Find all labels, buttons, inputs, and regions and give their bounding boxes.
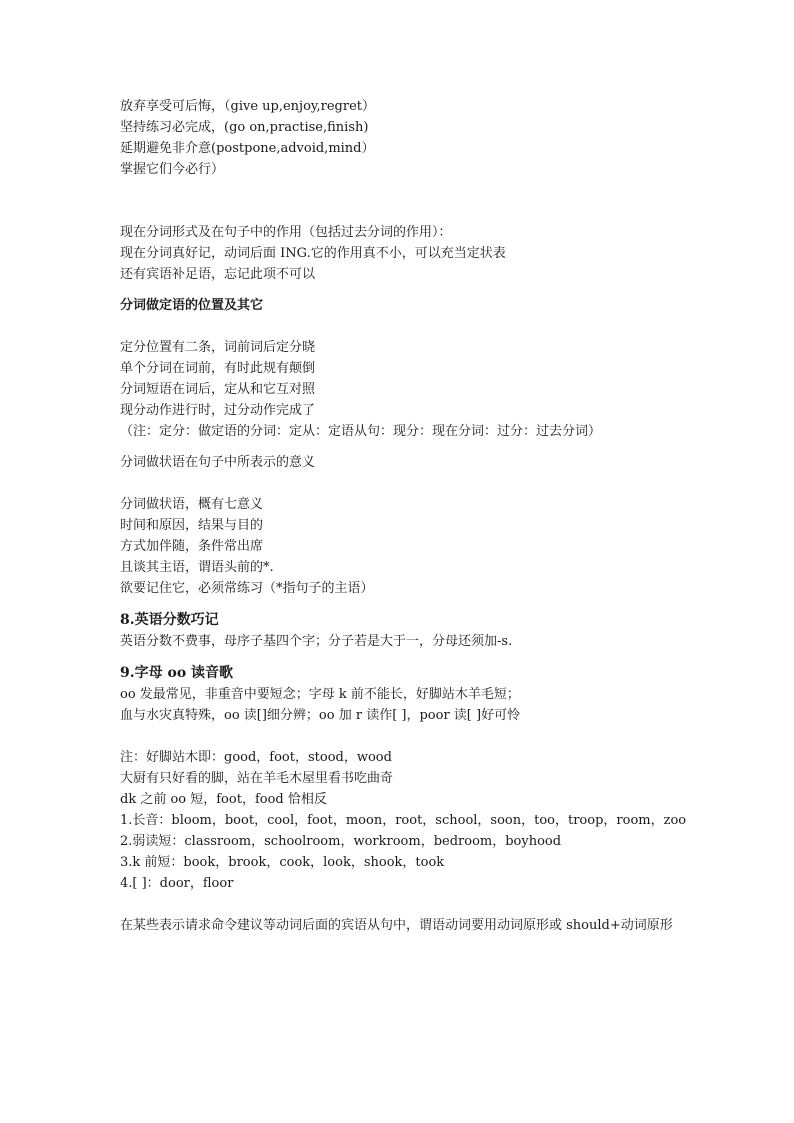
text-line: dk 之前 oo 短，foot，food 恰相反: [120, 792, 327, 807]
section-heading: 分词做定语的位置及其它: [120, 298, 264, 313]
text-line: 掌握它们今必行）: [120, 162, 225, 177]
text-line: 血与水灾真特殊，oo 读[]细分辨；oo 加 r 读作[ ]，poor 读[ ]好可怜: [120, 708, 521, 723]
section-heading: 9.字母 oo 读音歌: [120, 665, 234, 681]
document-body: [120, 96, 687, 936]
text-line: 4.[ ]：door，floor: [120, 876, 234, 891]
note-line: （注：定分：做定语的分词：定从：定语从句：现分：现在分词：过分：过去分词）: [120, 424, 602, 439]
subjunctive-note: [120, 915, 680, 936]
text-line: 英语分数不费事，母序子基四个字；分子若是大于一，分母还须加-s.: [120, 634, 513, 649]
text-line: 2.弱读短：classroom，schoolroom，workroom，bedroom，boyhood: [120, 834, 562, 849]
participle-attribute-section: [120, 295, 680, 442]
text-line: 时间和原因，结果与目的: [120, 518, 264, 533]
text-paragraph: 在某些表示请求命令建议等动词后面的宾语从句中，谓语动词要用动词原形或 should+动词原形: [120, 918, 673, 933]
oo-pronunciation-section: [120, 662, 680, 726]
text-line: 现在分词形式及在句子中的作用（包括过去分词的作用）：: [120, 225, 452, 240]
text-line: 3.k 前短：book，brook，cook，look，shook，took: [120, 855, 445, 870]
text-line: 坚持练习必完成，(go on,practise,finish): [120, 120, 369, 135]
text-line: 延期避免非介意(postpone,advoid,mind）: [120, 141, 375, 156]
present-participle-section: [120, 222, 680, 285]
text-line: 分词短语在词后，定从和它互对照: [120, 382, 316, 397]
text-line: 单个分词在词前，有时此规有颠倒: [120, 361, 316, 376]
text-line: 现分动作进行时，过分动作完成了: [120, 403, 316, 418]
text-line: oo 发最常见，非重音中要短念；字母 k 前不能长，好脚站木羊毛短；: [120, 687, 520, 702]
text-line: 大厨有只好看的脚，站在羊毛木屋里看书吃曲奇: [120, 771, 394, 786]
text-line: 欲要记住它，必须常练习（*指句子的主语）: [120, 581, 374, 596]
text-line: 定分位置有二条，词前词后定分晓: [120, 340, 316, 355]
text-line: 且谈其主语，谓语头前的*.: [120, 560, 274, 575]
section-title: 分词做状语在句子中所表示的意义: [120, 455, 316, 470]
participle-adverbial-section: [120, 452, 680, 599]
text-line: 分词做状语，概有七意义: [120, 497, 264, 512]
text-line: 还有宾语补足语，忘记此项不可以: [120, 267, 316, 282]
section-heading: 8.英语分数巧记: [120, 612, 219, 628]
text-line: 方式加伴随，条件常出席: [120, 539, 264, 554]
text-line: 放弃享受可后悔，（give up,enjoy,regret）: [120, 99, 376, 114]
text-line: 1.长音：bloom，boot，cool，foot，moon，root，school，soon，too，troop，room，zoo: [120, 813, 687, 828]
text-line: 现在分词真好记，动词后面 ING.它的作用真不小，可以充当定状表: [120, 246, 506, 261]
verb-gerund-rhyme: [120, 96, 680, 180]
oo-notes-section: [120, 747, 687, 894]
text-line: 注：好脚站木即：good，foot，stood，wood: [120, 750, 392, 765]
fraction-section: [120, 609, 680, 652]
